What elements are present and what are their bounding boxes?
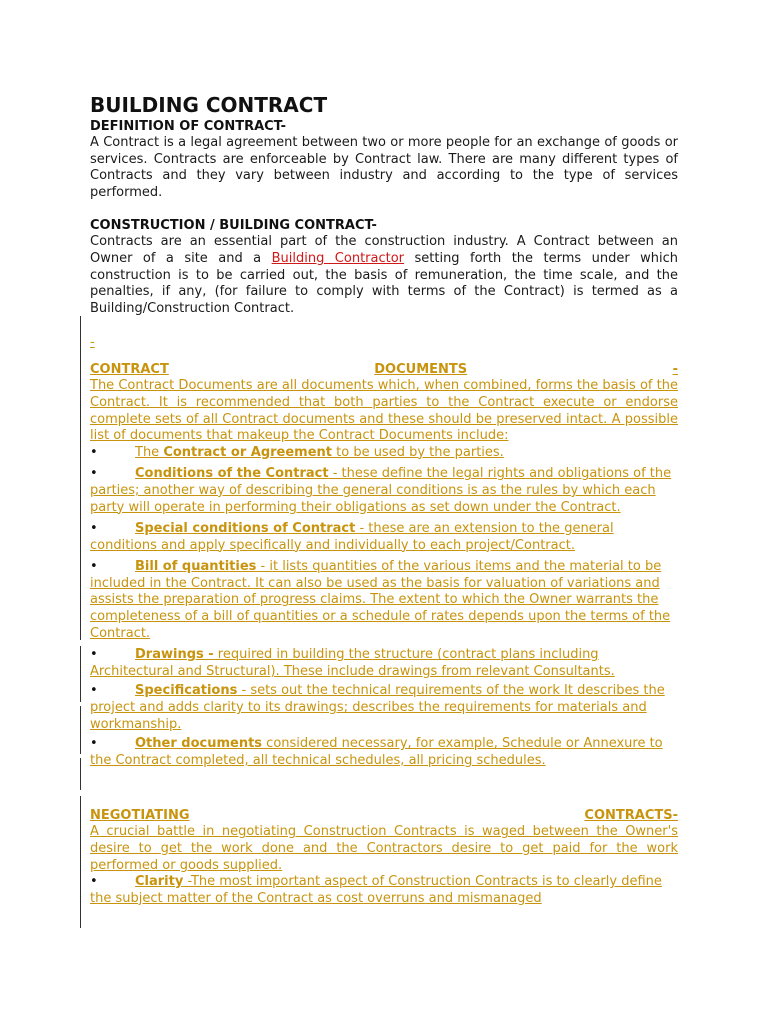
item-desc: -The most important aspect of Construction Contracts is to clearly define the subject matter of the Contract as cost overruns and mismanaged: [90, 874, 662, 906]
item-desc: - these are an extension to the general conditions and apply specifically and individually to each project/Contract.: [90, 521, 614, 553]
bullet-icon: •: [90, 466, 98, 482]
item-term: Specifications: [135, 683, 238, 699]
bullet-icon: •: [90, 444, 98, 460]
definition-heading: DEFINITION OF CONTRACT-: [90, 119, 287, 134]
item-desc: - sets out the technical requirements of the work It describes the project and adds clarity to its drawings; describes the requirements for materials and workmanship.: [90, 683, 665, 732]
item-prefix: The: [135, 444, 164, 460]
negotiating-intro: A crucial battle in negotiating Construction Contracts is waged between the Owner's desire to get the work done and the Contractors desire to get paid for the work performed or goods supplied.: [90, 824, 678, 873]
construction-heading: CONSTRUCTION / BUILDING CONTRACT-: [90, 218, 377, 234]
heading-word: CONTRACT: [90, 362, 169, 378]
document-page: [90, 92, 678, 907]
heading-word: -: [672, 362, 678, 378]
item-term: Special conditions of Contract: [135, 521, 356, 537]
contract-documents-intro: The Contract Documents are all documents which, when combined, forms the basis of the Contract. It is recommended that both parties to the Contract execute or endorse complete sets of all Contract documents and these should be preserved intact. A possible list of documents that makeup the Contract Documents include:: [90, 378, 678, 444]
construction-text-part: Contracts are an essential part of the construction industry. A Contract between an Owner of a site and a: [90, 234, 678, 266]
bullet-icon: •: [90, 683, 98, 699]
item-desc: to be used by the parties.: [332, 444, 504, 460]
list-item: [90, 445, 678, 462]
margin-change-bar: [80, 758, 81, 790]
heading-word: NEGOTIATING: [90, 808, 190, 824]
item-term: Drawings -: [135, 647, 214, 663]
margin-change-bar: [80, 646, 81, 702]
item-term: Other documents: [135, 736, 263, 752]
item-term: Clarity: [135, 874, 184, 890]
item-desc: - these define the legal rights and obligations of the parties; another way of describing the general conditions is as the rules by which each party will operate in performing their obligations as set down under the Contract.: [90, 466, 672, 515]
bullet-icon: •: [90, 647, 98, 663]
list-item: [90, 683, 678, 733]
item-term: Contract or Agreement: [163, 444, 332, 460]
contract-documents-heading: [90, 361, 678, 378]
document-title: BUILDING CONTRACT: [90, 93, 328, 117]
list-item: [90, 559, 678, 642]
heading-word: DOCUMENTS: [374, 362, 468, 378]
item-desc: required in building the structure (contract plans including Architectural and Structural). These include drawings from relevant Consultants.: [90, 647, 615, 679]
list-item: [90, 874, 678, 907]
bullet-icon: •: [90, 874, 98, 890]
margin-change-bar: [80, 316, 81, 640]
bullet-icon: •: [90, 736, 98, 752]
bullet-icon: •: [90, 521, 98, 537]
list-item: [90, 466, 678, 516]
building-contractor-link[interactable]: Building Contractor: [271, 250, 405, 266]
margin-change-bar: [80, 796, 81, 928]
construction-text: [90, 234, 678, 317]
construction-text-part: setting forth the terms under which construction is to be carried out, the basis of remuneration, the time scale, and the penalties, if any, (for failure to comply with terms of the Contract) is termed as a Building/Construction Contract.: [90, 250, 678, 316]
item-term: Bill of quantities: [135, 559, 257, 575]
margin-change-bar: [80, 706, 81, 754]
item-desc: - it lists quantities of the various items and the material to be included in the Contract. It can also be used as the basis for valuation of variations and assists the preparation of progress claims. The extent to which the Owner warrants the completeness of a bill of quantities or a schedule of rates depends upon the terms of the Contract.: [90, 559, 671, 641]
dash-marker: -: [90, 335, 95, 351]
negotiating-heading: [90, 807, 678, 824]
list-item: [90, 647, 678, 680]
item-desc: considered necessary, for example, Schedule or Annexure to the Contract completed, all technical schedules, all pricing schedules.: [90, 736, 663, 768]
item-term: Conditions of the Contract: [135, 466, 329, 482]
bullet-icon: •: [90, 559, 98, 575]
definition-text: A Contract is a legal agreement between two or more people for an exchange of goods or services. Contracts are enforceable by Contract law. There are many different types of Contracts and they vary between industry and according to the type of services performed.: [90, 135, 678, 200]
heading-word: CONTRACTS-: [584, 808, 678, 824]
list-item: [90, 736, 678, 769]
list-item: [90, 521, 678, 554]
